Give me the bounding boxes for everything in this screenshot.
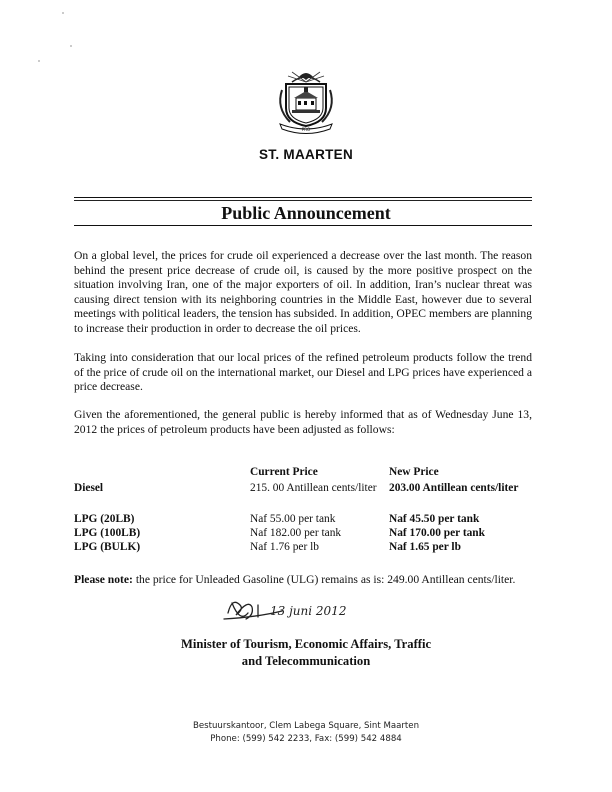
footer-phone: Phone: (599) 542 2233, Fax: (599) 542 4884 [210, 734, 402, 744]
emblem-banner-text: PRO [301, 127, 311, 132]
signature-date: 13 juni 2012 [270, 604, 347, 618]
minister-title-line2: and Telecommunication [241, 654, 371, 668]
coat-of-arms-icon [268, 68, 344, 134]
new-price: Naf 45.50 per tank [389, 513, 480, 525]
product-name: LPG (20LB) [74, 513, 135, 525]
title-rule-top-thin [74, 200, 532, 201]
note-label: Please note: [74, 573, 133, 586]
footer-address: Bestuurskantoor, Clem Labega Square, Sint Maarten [192, 721, 420, 731]
footer [0, 720, 612, 746]
current-price: Naf 1.76 per lb [250, 541, 319, 553]
new-price: 203.00 Antillean cents/liter [389, 482, 519, 494]
current-price: Naf 182.00 per tank [250, 527, 342, 539]
paragraph-oil-price-decrease: On a global level, the prices for crude oil experienced a decrease over the last month. The reason behind the present price decrease of crude oil, is caused by the more positive prospect on the situation involving Iran, one of the major exporters of oil. In addition, Iran’s nuclear threat was causing direct tension with its neighboring countries in the Middle East, however due to several meetings with political leaders, the tension has subsided. In addition, OPEC members are planning to increase their production in order to decrease the oil prices. [74, 249, 532, 335]
new-price: Naf 170.00 per tank [389, 527, 485, 539]
current-price: 215. 00 Antillean cents/liter [250, 482, 377, 494]
handwritten-signature [218, 593, 378, 627]
country-name: ST. MAARTEN [258, 147, 354, 162]
scan-speck [70, 45, 72, 47]
column-header-new-price: New Price [389, 466, 439, 478]
title-rule-bottom [74, 225, 532, 226]
title-rule-top [74, 197, 532, 198]
product-name: LPG (BULK) [74, 541, 141, 553]
minister-title-line1: Minister of Tourism, Economic Affairs, Traffic [180, 637, 432, 651]
current-price: Naf 55.00 per tank [250, 513, 336, 525]
gasoline-note [74, 573, 544, 586]
new-price: Naf 1.65 per lb [389, 541, 461, 553]
scan-speck [62, 12, 64, 14]
announcement-title: Public Announcement [221, 203, 391, 223]
paragraph-effective-date: Given the aforementioned, the general public is hereby informed that as of Wednesday June 13, 2012 the prices of petroleum products have been adjusted as follows: [74, 408, 532, 436]
product-name: LPG (100LB) [74, 527, 141, 539]
column-header-current-price: Current Price [250, 466, 318, 478]
note-text: the price for Unleaded Gasoline (ULG) remains as is: 249.00 Antillean cents/liter. [132, 573, 516, 586]
paragraph-local-prices: Taking into consideration that our local prices of the refined petroleum products follow the trend of the price of crude oil on the international market, our Diesel and LPG prices have experienced a price decrease. [74, 351, 532, 394]
minister-title [0, 636, 612, 670]
product-name: Diesel [74, 482, 104, 494]
scan-speck [38, 60, 40, 62]
